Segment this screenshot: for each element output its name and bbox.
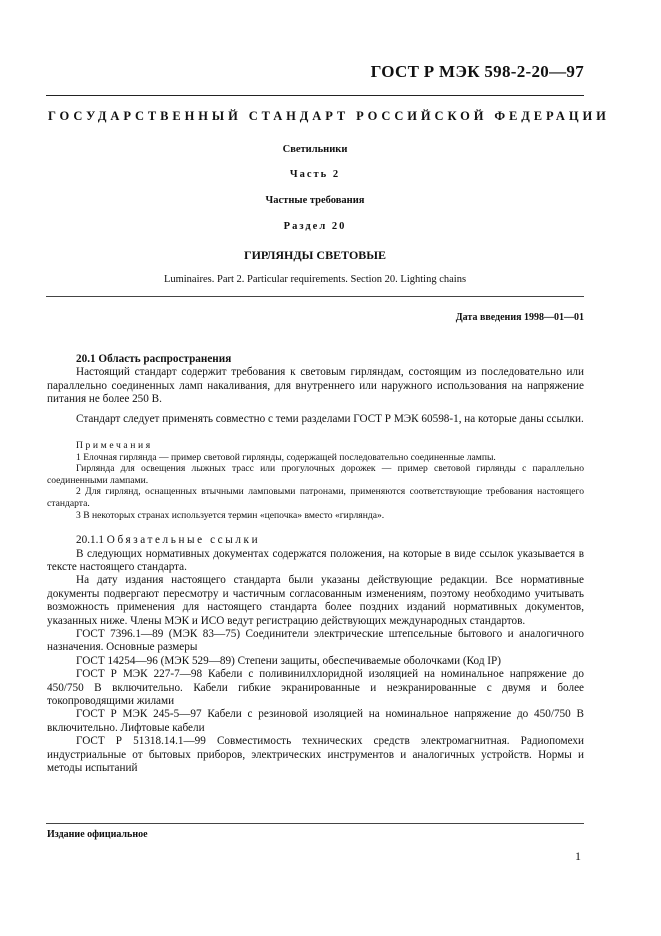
title-name: ГИРЛЯНДЫ СВЕТОВЫЕ: [243, 248, 387, 262]
top-rule: [46, 95, 584, 96]
title-section: Раздел 20: [283, 221, 347, 232]
paragraph: В следующих нормативных документах содержатся положения, на которые в виде ссылок указывается в тексте настоящего стандарта.: [47, 547, 584, 573]
subsection-number: 20.1.1: [76, 534, 104, 547]
section-heading: 20.1 Область распространения: [76, 353, 232, 365]
title-english: Luminaires. Part 2. Particular requirements. Section 20. Lighting chains: [163, 274, 467, 285]
page-number: 1: [575, 849, 581, 863]
official-edition: Издание официальное: [47, 829, 148, 840]
title-particular: Частные требования: [265, 195, 365, 206]
paragraph: Настоящий стандарт содержит требования к световым гирляндам, состоящим из последовательно или параллельно соединенных ламп накаливания, для внутреннего или наружного использования на напряжение питания не более 250 В.: [47, 366, 584, 406]
subsection-heading: [47, 534, 584, 547]
note-item: 1 Елочная гирлянда — пример световой гирлянды, содержащей последовательно соединенные лампы.: [76, 451, 496, 463]
subsection-title: Обязательные ссылки: [106, 534, 261, 547]
reference-item: ГОСТ 14254—96 (МЭК 529—89) Степени защиты, обеспечиваемые оболочками (Код IP): [76, 654, 501, 667]
reference-item: ГОСТ 7396.1—89 (МЭК 83—75) Соединители электрические штепсельные бытового и аналогичного назначения. Основные размеры: [47, 628, 584, 654]
title-rule: [46, 296, 584, 297]
paragraph: На дату издания настоящего стандарта были указаны действующие редакции. Все нормативные документы подвергают пересмотру и частичным согласованным изменениям, поэтому необходимо учитывать возможность применения для настоящего стандарта более поздних изданий нормативных документов, указанных ниже. Члены МЭК и ИСО ведут регистрацию действующих международных стандартов.: [47, 574, 584, 627]
notes-block: [47, 440, 584, 521]
paragraph: Стандарт следует применять совместно с теми разделами ГОСТ Р МЭК 60598-1, на которые даны ссылки.: [76, 412, 584, 425]
reference-item: ГОСТ Р 51318.14.1—99 Совместимость технических средств электромагнитная. Радиопомехи индустриальные от бытовых приборов, электрических инструментов и аналогичных устройств. Нормы и методы испытаний: [47, 735, 584, 775]
introduction-date: Дата введения 1998—01—01: [455, 312, 584, 323]
government-standard-title: ГОСУДАРСТВЕННЫЙ СТАНДАРТ РОССИЙСКОЙ ФЕДЕРАЦИИ: [48, 109, 610, 123]
note-item: Гирлянда для освещения лыжных трасс или прогулочных дорожек — пример световой гирлянды с параллельно соединенными лампами.: [47, 463, 584, 486]
document-body: [47, 353, 584, 776]
reference-item: ГОСТ Р МЭК 245-5—97 Кабели с резиновой изоляцией на номинальное напряжение до 450/750 В включительно. Лифтовые кабели: [47, 708, 584, 734]
note-item: 2 Для гирлянд, оснащенных втычными ламповыми патронами, применяются соответствующие требования настоящего стандарта.: [47, 486, 584, 509]
title-luminaires: Светильники: [282, 144, 348, 155]
document-code: ГОСТ Р МЭК 598-2-20—97: [370, 62, 584, 81]
footer-rule: [46, 823, 584, 824]
title-part: Часть 2: [289, 169, 341, 180]
notes-label: Примечания: [76, 440, 153, 452]
note-item: 3 В некоторых странах используется термин «цепочка» вместо «гирлянда».: [76, 509, 385, 521]
reference-item: ГОСТ Р МЭК 227-7—98 Кабели с поливинилхлоридной изоляцией на номинальное напряжение до 450/750 В включительно. Кабели гибкие экранированные и неэкранированные с двумя и более токопроводящими жилами: [47, 668, 584, 708]
